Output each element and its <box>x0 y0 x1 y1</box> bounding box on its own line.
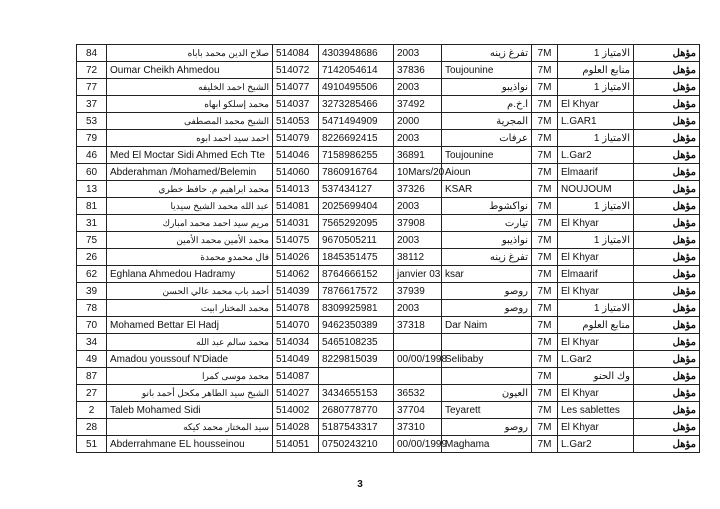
birth-place-cell: Dar Naim <box>442 317 532 334</box>
level-cell: 7M <box>532 368 558 385</box>
student-name-cell: الشيخ سيد الطاهر مكحل أحمد بانو <box>107 385 273 402</box>
school-cell: El Khyar <box>558 385 634 402</box>
birth-date-cell: 37326 <box>394 181 442 198</box>
candidate-code-cell: 514051 <box>273 436 319 453</box>
level-cell: 7M <box>532 419 558 436</box>
candidate-code-cell: 514013 <box>273 181 319 198</box>
level-cell: 7M <box>532 232 558 249</box>
birth-place-cell: Aioun <box>442 164 532 181</box>
student-name-cell: صلاح الدين محمد باباه <box>107 45 273 62</box>
student-name-cell: محمد إسلكو ابهاه <box>107 96 273 113</box>
birth-date-cell: 37310 <box>394 419 442 436</box>
candidate-code-cell: 514072 <box>273 62 319 79</box>
birth-place-cell: نواكشوط <box>442 198 532 215</box>
birth-place-cell: تيارت <box>442 215 532 232</box>
birth-date-cell: 2000 <box>394 113 442 130</box>
student-name-cell: Med El Moctar Sidi Ahmed Ech Tte <box>107 147 273 164</box>
student-name-cell: Oumar Cheikh Ahmedou <box>107 62 273 79</box>
level-cell: 7M <box>532 351 558 368</box>
birth-date-cell: 37836 <box>394 62 442 79</box>
table-body <box>77 45 700 453</box>
school-cell: El Khyar <box>558 249 634 266</box>
national-id-cell: 2680778770 <box>319 402 394 419</box>
row-number-cell: 46 <box>77 147 107 164</box>
student-name-cell: فال محمدو محمدة <box>107 249 273 266</box>
row-number-cell: 84 <box>77 45 107 62</box>
birth-place-cell: العيون <box>442 385 532 402</box>
table-row <box>77 130 700 147</box>
national-id-cell: 0750243210 <box>319 436 394 453</box>
status-cell: مؤهل <box>634 419 700 436</box>
national-id-cell: 1845351475 <box>319 249 394 266</box>
birth-place-cell: روصو <box>442 419 532 436</box>
status-cell: مؤهل <box>634 283 700 300</box>
status-cell: مؤهل <box>634 164 700 181</box>
status-cell: مؤهل <box>634 130 700 147</box>
row-number-cell: 31 <box>77 215 107 232</box>
school-cell: منابع العلوم <box>558 62 634 79</box>
student-name-cell: Eghlana Ahmedou Hadramy <box>107 266 273 283</box>
row-number-cell: 51 <box>77 436 107 453</box>
school-cell: وك الحنو <box>558 368 634 385</box>
status-cell: مؤهل <box>634 232 700 249</box>
student-name-cell: الشيخ احمد الخليفه <box>107 79 273 96</box>
candidate-code-cell: 514075 <box>273 232 319 249</box>
birth-date-cell: 37939 <box>394 283 442 300</box>
row-number-cell: 70 <box>77 317 107 334</box>
birth-place-cell: Toujounine <box>442 62 532 79</box>
national-id-cell: 8764666152 <box>319 266 394 283</box>
birth-place-cell: تفرغ زينه <box>442 249 532 266</box>
candidate-code-cell: 514062 <box>273 266 319 283</box>
row-number-cell: 2 <box>77 402 107 419</box>
birth-place-cell: المجرية <box>442 113 532 130</box>
school-cell: الامتياز 1 <box>558 300 634 317</box>
birth-date-cell: 38112 <box>394 249 442 266</box>
candidate-code-cell: 514077 <box>273 79 319 96</box>
candidate-code-cell: 514046 <box>273 147 319 164</box>
status-cell: مؤهل <box>634 249 700 266</box>
national-id-cell: 7142054614 <box>319 62 394 79</box>
status-cell: مؤهل <box>634 113 700 130</box>
level-cell: 7M <box>532 334 558 351</box>
national-id-cell: 5187543317 <box>319 419 394 436</box>
birth-date-cell: 37704 <box>394 402 442 419</box>
level-cell: 7M <box>532 164 558 181</box>
row-number-cell: 75 <box>77 232 107 249</box>
status-cell: مؤهل <box>634 317 700 334</box>
table-row <box>77 232 700 249</box>
level-cell: 7M <box>532 147 558 164</box>
row-number-cell: 77 <box>77 79 107 96</box>
candidate-code-cell: 514028 <box>273 419 319 436</box>
level-cell: 7M <box>532 181 558 198</box>
national-id-cell: 7876617572 <box>319 283 394 300</box>
national-id-cell: 4303948686 <box>319 45 394 62</box>
status-cell: مؤهل <box>634 300 700 317</box>
school-cell: الامتياز 1 <box>558 79 634 96</box>
candidate-code-cell: 514049 <box>273 351 319 368</box>
candidate-code-cell: 514002 <box>273 402 319 419</box>
level-cell: 7M <box>532 62 558 79</box>
birth-place-cell <box>442 334 532 351</box>
candidate-code-cell: 514039 <box>273 283 319 300</box>
candidate-code-cell: 514053 <box>273 113 319 130</box>
row-number-cell: 49 <box>77 351 107 368</box>
birth-place-cell: Toujounine <box>442 147 532 164</box>
birth-place-cell: ksar <box>442 266 532 283</box>
candidate-code-cell: 514026 <box>273 249 319 266</box>
candidate-code-cell: 514031 <box>273 215 319 232</box>
student-name-cell: Taleb Mohamed Sidi <box>107 402 273 419</box>
birth-place-cell: KSAR <box>442 181 532 198</box>
birth-date-cell: 00/00/1999 <box>394 436 442 453</box>
level-cell: 7M <box>532 45 558 62</box>
row-number-cell: 28 <box>77 419 107 436</box>
birth-date-cell: 2003 <box>394 198 442 215</box>
status-cell: مؤهل <box>634 351 700 368</box>
school-cell: El Khyar <box>558 283 634 300</box>
level-cell: 7M <box>532 130 558 147</box>
level-cell: 7M <box>532 113 558 130</box>
level-cell: 7M <box>532 266 558 283</box>
birth-date-cell <box>394 368 442 385</box>
national-id-cell: 8309925981 <box>319 300 394 317</box>
table-row <box>77 419 700 436</box>
national-id-cell: 9462350389 <box>319 317 394 334</box>
level-cell: 7M <box>532 198 558 215</box>
row-number-cell: 26 <box>77 249 107 266</box>
birth-date-cell: 2003 <box>394 45 442 62</box>
table-row <box>77 181 700 198</box>
level-cell: 7M <box>532 79 558 96</box>
table-row <box>77 79 700 96</box>
row-number-cell: 81 <box>77 198 107 215</box>
candidate-code-cell: 514037 <box>273 96 319 113</box>
school-cell: Les sablettes <box>558 402 634 419</box>
status-cell: مؤهل <box>634 96 700 113</box>
candidate-code-cell: 514087 <box>273 368 319 385</box>
school-cell: L.Gar2 <box>558 436 634 453</box>
row-number-cell: 53 <box>77 113 107 130</box>
national-id-cell: 5465108235 <box>319 334 394 351</box>
level-cell: 7M <box>532 96 558 113</box>
school-cell: الامتياز 1 <box>558 232 634 249</box>
birth-place-cell: ا.خ.م <box>442 96 532 113</box>
row-number-cell: 78 <box>77 300 107 317</box>
student-name-cell: مريم سيد احمد محمد امبارك <box>107 215 273 232</box>
candidate-code-cell: 514060 <box>273 164 319 181</box>
birth-date-cell: 37318 <box>394 317 442 334</box>
national-id-cell: 9670505211 <box>319 232 394 249</box>
row-number-cell: 27 <box>77 385 107 402</box>
birth-place-cell: Selibaby <box>442 351 532 368</box>
birth-place-cell: روصو <box>442 300 532 317</box>
status-cell: مؤهل <box>634 436 700 453</box>
birth-place-cell: Teyarett <box>442 402 532 419</box>
table-row <box>77 113 700 130</box>
status-cell: مؤهل <box>634 385 700 402</box>
table-row <box>77 283 700 300</box>
student-name-cell: محمد المختار ابيت <box>107 300 273 317</box>
level-cell: 7M <box>532 300 558 317</box>
birth-date-cell: 2003 <box>394 79 442 96</box>
school-cell: الامتياز 1 <box>558 130 634 147</box>
table-row <box>77 249 700 266</box>
row-number-cell: 87 <box>77 368 107 385</box>
school-cell: Elmaarif <box>558 164 634 181</box>
status-cell: مؤهل <box>634 147 700 164</box>
candidate-code-cell: 514079 <box>273 130 319 147</box>
results-table <box>76 44 700 453</box>
level-cell: 7M <box>532 283 558 300</box>
birth-place-cell: روصو <box>442 283 532 300</box>
table-row <box>77 334 700 351</box>
candidate-code-cell: 514084 <box>273 45 319 62</box>
table-row <box>77 317 700 334</box>
birth-date-cell: janvier 03 <box>394 266 442 283</box>
birth-place-cell: عرفات <box>442 130 532 147</box>
table-row <box>77 436 700 453</box>
school-cell: Elmaarif <box>558 266 634 283</box>
row-number-cell: 13 <box>77 181 107 198</box>
birth-date-cell: 36891 <box>394 147 442 164</box>
status-cell: مؤهل <box>634 198 700 215</box>
candidate-code-cell: 514078 <box>273 300 319 317</box>
status-cell: مؤهل <box>634 402 700 419</box>
student-name-cell: Mohamed Bettar El Hadj <box>107 317 273 334</box>
student-name-cell: عبد الله محمد الشيخ سيديا <box>107 198 273 215</box>
school-cell: El Khyar <box>558 334 634 351</box>
national-id-cell: 3273285466 <box>319 96 394 113</box>
school-cell: L.Gar2 <box>558 351 634 368</box>
birth-date-cell: 2003 <box>394 300 442 317</box>
row-number-cell: 72 <box>77 62 107 79</box>
student-name-cell: Amadou youssouf N'Diade <box>107 351 273 368</box>
status-cell: مؤهل <box>634 266 700 283</box>
student-name-cell: محمد ابراهيم م. حافظ خطري <box>107 181 273 198</box>
candidate-code-cell: 514034 <box>273 334 319 351</box>
school-cell: منابع العلوم <box>558 317 634 334</box>
table-row <box>77 368 700 385</box>
school-cell: El Khyar <box>558 419 634 436</box>
row-number-cell: 34 <box>77 334 107 351</box>
status-cell: مؤهل <box>634 181 700 198</box>
birth-place-cell: Maghama <box>442 436 532 453</box>
national-id-cell: 7158986255 <box>319 147 394 164</box>
student-name-cell: محمد موسى كمرا <box>107 368 273 385</box>
level-cell: 7M <box>532 249 558 266</box>
national-id-cell: 8229815039 <box>319 351 394 368</box>
national-id-cell: 7860916764 <box>319 164 394 181</box>
student-name-cell: سيد المختار محمد كيكه <box>107 419 273 436</box>
row-number-cell: 62 <box>77 266 107 283</box>
row-number-cell: 79 <box>77 130 107 147</box>
status-cell: مؤهل <box>634 215 700 232</box>
candidate-code-cell: 514070 <box>273 317 319 334</box>
table-row <box>77 96 700 113</box>
birth-date-cell: 10Mars/20 <box>394 164 442 181</box>
level-cell: 7M <box>532 436 558 453</box>
status-cell: مؤهل <box>634 45 700 62</box>
school-cell: El Khyar <box>558 96 634 113</box>
birth-date-cell: 00/00/1998 <box>394 351 442 368</box>
school-cell: NOUJOUM <box>558 181 634 198</box>
table-row <box>77 266 700 283</box>
national-id-cell <box>319 368 394 385</box>
school-cell: الامتياز 1 <box>558 198 634 215</box>
student-name-cell: أحمد باب محمد عالي الحسن <box>107 283 273 300</box>
national-id-cell: 3434655153 <box>319 385 394 402</box>
table-row <box>77 300 700 317</box>
birth-date-cell: 37492 <box>394 96 442 113</box>
birth-date-cell: 2003 <box>394 130 442 147</box>
school-cell: L.GAR1 <box>558 113 634 130</box>
table-row <box>77 215 700 232</box>
table-row <box>77 164 700 181</box>
candidate-code-cell: 514081 <box>273 198 319 215</box>
national-id-cell: 8226692415 <box>319 130 394 147</box>
level-cell: 7M <box>532 402 558 419</box>
row-number-cell: 37 <box>77 96 107 113</box>
student-name-cell: محمد الأمين محمد الأمين <box>107 232 273 249</box>
birth-place-cell: نواذيبو <box>442 232 532 249</box>
student-name-cell: محمد سالم عبد الله <box>107 334 273 351</box>
table-row <box>77 385 700 402</box>
student-name-cell: احمد سيد احمد ابوه <box>107 130 273 147</box>
birth-place-cell <box>442 368 532 385</box>
national-id-cell: 7565292095 <box>319 215 394 232</box>
table-row <box>77 147 700 164</box>
table-row <box>77 402 700 419</box>
table-row <box>77 45 700 62</box>
table-row <box>77 62 700 79</box>
student-name-cell: الشيخ محمد المصطفى <box>107 113 273 130</box>
national-id-cell: 4910495506 <box>319 79 394 96</box>
status-cell: مؤهل <box>634 334 700 351</box>
national-id-cell: 5471494909 <box>319 113 394 130</box>
page-number: 3 <box>357 479 363 490</box>
school-cell: الامتياز 1 <box>558 45 634 62</box>
table-row <box>77 351 700 368</box>
birth-date-cell: 36532 <box>394 385 442 402</box>
row-number-cell: 60 <box>77 164 107 181</box>
status-cell: مؤهل <box>634 62 700 79</box>
school-cell: El Khyar <box>558 215 634 232</box>
student-name-cell: Abderrahmane EL housseinou <box>107 436 273 453</box>
status-cell: مؤهل <box>634 368 700 385</box>
status-cell: مؤهل <box>634 79 700 96</box>
student-name-cell: Abderahman /Mohamed/Belemin <box>107 164 273 181</box>
birth-place-cell: تفرغ زينه <box>442 45 532 62</box>
birth-place-cell: نواذيبو <box>442 79 532 96</box>
level-cell: 7M <box>532 385 558 402</box>
national-id-cell: 537434127 <box>319 181 394 198</box>
candidate-code-cell: 514027 <box>273 385 319 402</box>
table-row <box>77 198 700 215</box>
birth-date-cell: 37908 <box>394 215 442 232</box>
birth-date-cell: 2003 <box>394 232 442 249</box>
level-cell: 7M <box>532 215 558 232</box>
school-cell: L.Gar2 <box>558 147 634 164</box>
row-number-cell: 39 <box>77 283 107 300</box>
birth-date-cell <box>394 334 442 351</box>
level-cell: 7M <box>532 317 558 334</box>
national-id-cell: 2025699404 <box>319 198 394 215</box>
